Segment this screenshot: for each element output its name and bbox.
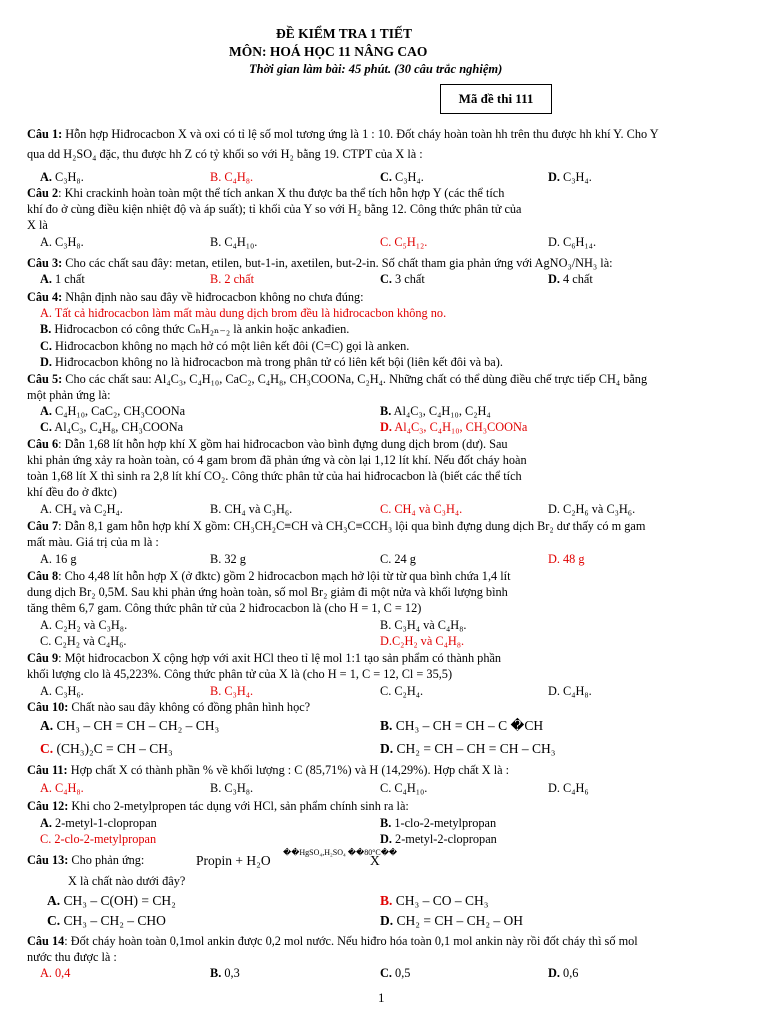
- option-c: C. CH₃ – CH₂ – CHO: [47, 913, 166, 928]
- question-text: X là: [27, 218, 48, 232]
- option-a: A. C₃H₈.: [40, 170, 84, 184]
- option-c: C. C₅H₁₂.: [380, 235, 428, 249]
- option-b: B. CH₃ – CO – CH₃: [380, 893, 489, 908]
- option-d: D. C₄H₆: [548, 781, 589, 795]
- option-d: D. CH₂ = CH – CH = CH – CH₃: [380, 741, 556, 756]
- option-a: A. CH₄ và C₂H₄.: [40, 502, 123, 516]
- option-b: B. C₄H₈.: [210, 170, 254, 184]
- option-d: D. 48 g: [548, 552, 585, 566]
- question-text: khối lượng clo là 45,223%. Công thức phân tử của X là (cho H = 1, C = 12, Cl = 35,5): [27, 667, 453, 681]
- option-a: A. CH₃ – C(OH) = CH₂: [47, 893, 176, 908]
- option-d: D. 2-metyl-2-clopropan: [380, 832, 497, 846]
- option-d: D. 4 chất: [548, 272, 593, 286]
- option-a: A. C₃H₆.: [40, 684, 84, 698]
- option-b: B. 32 g: [210, 552, 246, 566]
- option-c: C. 2-clo-2-metylpropan: [40, 832, 157, 846]
- question-8: Câu 8: Cho 4,48 lít hỗn hợp X (ở đktc) gồm 2 hiđrocacbon mạch hở lội từ từ qua bình chứa 1,4 lít: [27, 569, 511, 583]
- reaction-reactants: Propin + H₂O: [196, 853, 271, 868]
- option-a: A. C₄H₁₀, CaC₂, CH₃COONa: [40, 404, 186, 418]
- option-c: C. C₂H₄.: [380, 684, 424, 698]
- question-text: dung dịch Br₂ 0,5M. Sau khi phản ứng hoàn toàn, số mol Br₂ giảm đi một nửa và khối lượng bình: [27, 585, 508, 599]
- question-14: Câu 14: Đốt cháy hoàn toàn 0,1mol ankin được 0,2 mol nước. Nếu hiđro hóa toàn 0,1 mol ankin này rồi đốt cháy thì số mol: [27, 934, 638, 948]
- option-b: B. C₃H₄ và C₄H₈.: [380, 618, 467, 632]
- question-text: một phản ứng là:: [27, 388, 111, 402]
- question-label: Câu 1:: [27, 127, 63, 141]
- option-a: A. C₂H₂ và C₃H₈.: [40, 618, 128, 632]
- option-c: C. C₂H₂ và C₄H₆.: [40, 634, 127, 648]
- option-c: C. (CH₃)₂C = CH – CH₃: [40, 741, 173, 756]
- reaction-product: X: [370, 853, 380, 868]
- question-10: Câu 10: Chất nào sau đây không có đồng phân hình học?: [27, 700, 311, 714]
- question-text: X là chất nào dưới đây?: [68, 874, 186, 888]
- question-text: nước thu được là :: [27, 950, 117, 964]
- option-d: D. C₃H₄.: [548, 170, 592, 184]
- option-b: B. 0,3: [210, 966, 240, 980]
- option-c: C. Al₄C₃, C₄H₈, CH₃COONa: [40, 420, 184, 434]
- option-d: D. C₄H₈.: [548, 684, 592, 698]
- option-d: D. Al₄C₃, C₄H₁₀, CH₃COONa: [380, 420, 528, 434]
- option-b: B. CH₃ – CH = CH – C �CH: [380, 718, 544, 733]
- option-b: B. Hiđrocacbon có công thức CₙH₂ₙ₋₂ là ankin hoặc ankađien.: [40, 322, 350, 336]
- option-c: C. 3 chất: [380, 272, 425, 286]
- question-7: Câu 7: Dẫn 8,1 gam hỗn hợp khí X gồm: CH₃CH₂C≡CH và CH₃C≡CCH₃ lội qua bình đựng dung dịch Br₂ dư thấy có m gam: [27, 519, 646, 533]
- question-text: tăng thêm 6,7 gam. Công thức phân tử của 2 hiđrocacbon là (cho H = 1, C = 12): [27, 601, 422, 615]
- option-a: A. 1 chất: [40, 272, 85, 286]
- question-13: Câu 13: Cho phản ứng:: [27, 853, 145, 867]
- exam-title: ĐỀ KIỂM TRA 1 TIẾT: [276, 26, 413, 41]
- option-d: D. Hiđrocacbon không no là hiđrocacbon mà trong phân tử có liên kết bội (liên kết đôi và ba).: [40, 355, 503, 369]
- question-text: khí đo ở cùng điều kiện nhiệt độ và áp suất); tỉ khối của Y so với H₂ bằng 12. Công thức phân tử của: [27, 202, 522, 216]
- option-d: D. C₆H₁₄.: [548, 235, 597, 249]
- option-b: B. 2 chất: [210, 272, 255, 286]
- option-a: A. 16 g: [40, 552, 77, 566]
- option-a: A. 2-metyl-1-clopropan: [40, 816, 157, 830]
- option-c: C. Hiđrocacbon không no mạch hở có một liên kết đôi (C=C) gọi là anken.: [40, 339, 410, 353]
- question-6: Câu 6: Dẫn 1,68 lít hỗn hợp khí X gồm hai hiđrocacbon vào bình đựng dung dịch brom (dư). Sau: [27, 437, 508, 451]
- option-a: A. 0,4: [40, 966, 71, 980]
- option-c: C. C₄H₁₀.: [380, 781, 428, 795]
- option-a: A. CH₃ – CH = CH – CH₂ – CH₃: [40, 718, 220, 733]
- option-a: A. C₃H₈.: [40, 235, 84, 249]
- option-b: B. C₄H₁₀.: [210, 235, 258, 249]
- option-d: D.C₂H₂ và C₄H₈.: [380, 634, 465, 648]
- question-text: khí đều đo ở đktc): [27, 485, 117, 499]
- question-text: Hỗn hợp Hiđrocacbon X và oxi có tỉ lệ số mol tương ứng là 1 : 10. Đốt cháy hoàn toàn hh trên thu được hh khí Y. Cho Y: [62, 127, 659, 141]
- option-b: B. CH₄ và C₃H₆.: [210, 502, 293, 516]
- option-a: A. Tất cả hiđrocacbon làm mất màu dung dịch brom đều là hiđrocacbon không no.: [40, 306, 447, 320]
- option-c: C. 24 g: [380, 552, 416, 566]
- option-c: C. 0,5: [380, 966, 411, 980]
- question-2: Câu 2: Khi crackinh hoàn toàn một thể tích ankan X thu được ba thể tích hỗn hợp Y (các thể tích: [27, 186, 505, 200]
- option-b: B. Al₄C₃, C₄H₁₀, C₂H₄: [380, 404, 491, 418]
- question-text: toàn 1,68 lít X thì sinh ra 2,8 lít khí CO₂. Công thức phân tử của hai hiđrocacbon là (biết các thể tích: [27, 469, 522, 483]
- question-text: qua dd H₂SO₄ đặc, thu được hh Z có tỷ khối so với H₂ bằng 19. CTPT của X là :: [27, 147, 423, 161]
- option-d: D. 0,6: [548, 966, 579, 980]
- option-d: D. CH₂ = CH – CH₂ – OH: [380, 913, 524, 928]
- option-c: C. C₃H₄.: [380, 170, 424, 184]
- reaction-arrow-icon: ��HgSO₄,H₂SO₄ ��80°C��: [283, 848, 398, 857]
- question-text: khi phản ứng xảy ra hoàn toàn, có 4 gam brom đã phản ứng và còn lại 1,12 lít khí. Nếu đốt cháy hoàn: [27, 453, 527, 467]
- exam-time: Thời gian làm bài: 45 phút. (30 câu trắc nghiệm): [249, 62, 503, 76]
- question-4: Câu 4: Nhận định nào sau đây về hiđrocacbon không no chưa đúng:: [27, 290, 364, 304]
- question-12: Câu 12: Khi cho 2-metylpropen tác dụng với HCl, sản phẩm chính sinh ra là:: [27, 799, 409, 813]
- page-number: 1: [378, 990, 385, 1005]
- question-5: Câu 5: Cho các chất sau: Al₄C₃, C₄H₁₀, CaC₂, C₄H₈, CH₃COONa, C₂H₄. Những chất có thể dùng điều chế trực tiếp CH₄ bằng: [27, 372, 648, 386]
- option-b: B. C₃H₈.: [210, 781, 254, 795]
- option-d: D. C₂H₆ và C₃H₆.: [548, 502, 636, 516]
- question-text: mất màu. Giá trị của m là :: [27, 535, 159, 549]
- exam-subject: MÔN: HOÁ HỌC 11 NÂNG CAO: [229, 44, 428, 59]
- question-1: [27, 127, 659, 142]
- option-c: C. CH₄ và C₃H₄.: [380, 502, 463, 516]
- exam-code-box: Mã đề thi 111: [440, 84, 552, 114]
- option-b: B. C₃H₄.: [210, 684, 254, 698]
- question-3: Câu 3: Cho các chất sau đây: metan, etilen, but-1-in, axetilen, but-2-in. Số chất tham gia phản ứng với AgNO₃/NH₃ là:: [27, 256, 613, 270]
- question-9: Câu 9: Một hiđrocacbon X cộng hợp với axit HCl theo tỉ lệ mol 1:1 tạo sản phẩm có thành phần: [27, 651, 502, 665]
- question-11: Câu 11: Hợp chất X có thành phần % về khối lượng : C (85,71%) và H (14,29%). Hợp chất X là :: [27, 763, 510, 777]
- option-b: B. 1-clo-2-metylpropan: [380, 816, 497, 830]
- option-a: A. C₄H₈.: [40, 781, 84, 795]
